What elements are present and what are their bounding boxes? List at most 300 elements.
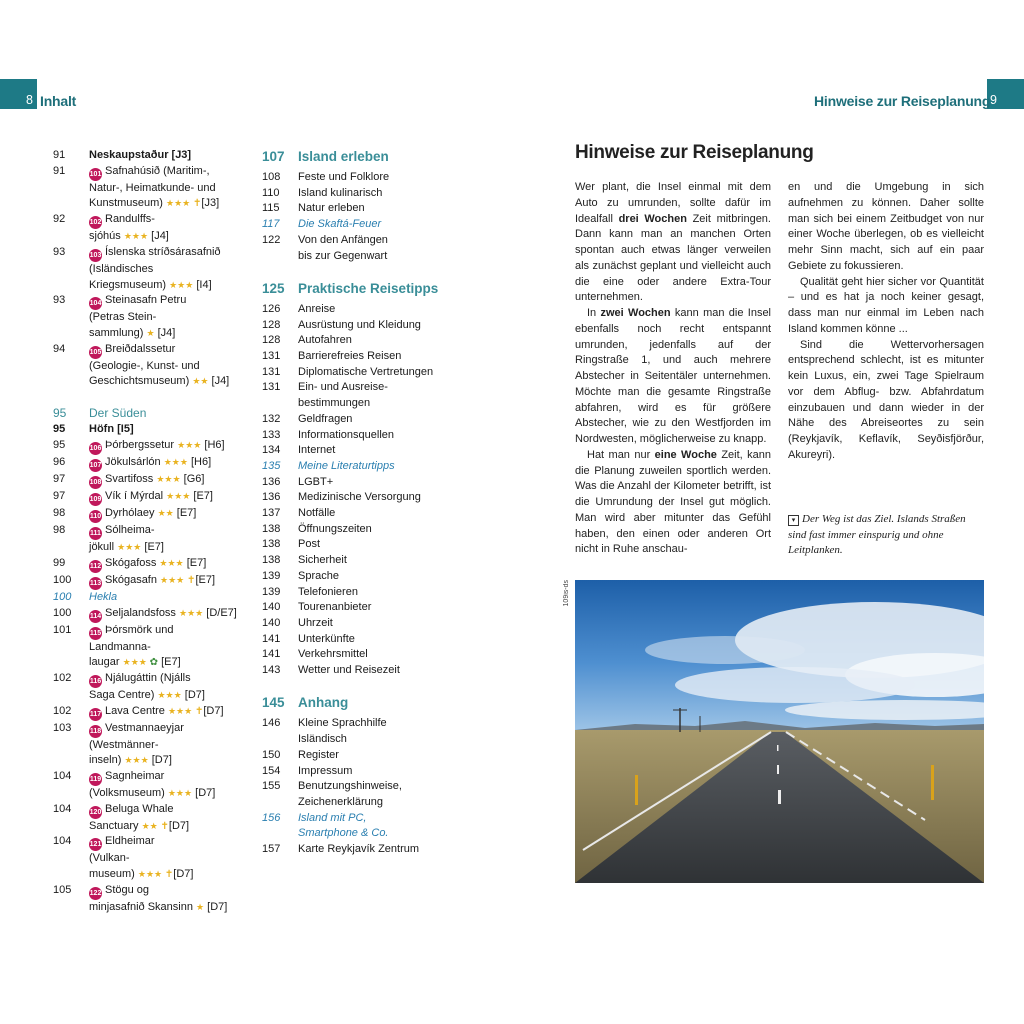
toc-page-number: 141: [262, 648, 281, 661]
toc-entry: [262, 569, 462, 585]
toc-text: Þórbergssetur: [105, 439, 178, 452]
toc-page-number: 102: [53, 671, 72, 684]
paragraph-text: Zeit mitbringen. Dann kann man an manchen Orten spontan auch etwas länger verweilen als zunächst geplant und vielleicht auch die eine oder andere Extra-Tour unternehmen.: [575, 212, 771, 304]
toc-entry: [53, 704, 243, 721]
toc-entry: [262, 217, 462, 233]
sight-number-badge: 108: [89, 476, 102, 489]
photo-caption: [788, 512, 984, 559]
paragraph-text: In: [587, 307, 601, 319]
toc-entry-text: [89, 278, 243, 294]
toc-page-number: 154: [262, 764, 281, 777]
toc-text: Svartifoss: [105, 473, 157, 486]
toc-entry: [262, 380, 462, 396]
toc-text: Hekla: [89, 590, 118, 603]
toc-entry: [262, 365, 462, 381]
toc-entry: [53, 455, 243, 472]
toc-entry-text: [89, 900, 243, 916]
toc-entry-text: [298, 365, 462, 381]
toc-page-number: 128: [262, 334, 281, 347]
toc-page-number: [262, 249, 298, 265]
toc-text: Kriegsmuseum): [89, 278, 170, 291]
toc-page-number: [53, 229, 89, 245]
rating-stars: ★★★: [167, 788, 193, 799]
toc-entry-text: [298, 795, 462, 811]
toc-text: Natur-, Heimatkunde- und: [89, 181, 216, 194]
toc-entry-text: [89, 883, 243, 900]
toc-text: [G6]: [180, 473, 205, 486]
toc-entry-text: [89, 164, 243, 181]
toc-text: (Isländisches: [89, 262, 154, 275]
toc-page-number: 125: [262, 280, 285, 296]
toc-entry: [262, 318, 462, 334]
sight-number-badge: 109: [89, 493, 102, 506]
toc-entry: [53, 523, 243, 540]
toc-entry: [53, 506, 243, 523]
toc-text: [D7]: [168, 819, 190, 832]
toc-entry-text: [89, 245, 243, 262]
toc-entry-text: [298, 443, 462, 459]
toc-text: Telefonieren: [298, 585, 358, 598]
rating-stars: ★★★: [157, 689, 182, 700]
toc-spacer: [262, 679, 462, 695]
toc-entry: [53, 688, 243, 704]
toc-text: [E7]: [141, 541, 164, 554]
road-photo: [575, 580, 984, 883]
sight-number-badge: 107: [89, 459, 102, 472]
toc-entry: [53, 406, 243, 423]
toc-text: [E7]: [158, 656, 181, 669]
toc-text: Steinasafn Petru: [105, 294, 187, 307]
toc-entry-text: [298, 600, 462, 616]
sight-number-badge: 106: [89, 442, 102, 455]
body-paragraph: [575, 306, 771, 448]
paragraph-text: Hat man nur: [587, 448, 655, 461]
toc-text: museum): [89, 868, 138, 881]
body-paragraph: [788, 275, 984, 338]
sight-number-badge: 121: [89, 838, 102, 851]
toc-entry-text: [89, 472, 243, 489]
toc-entry: [262, 764, 462, 780]
toc-page-number: 102: [53, 704, 72, 717]
toc-entry: [262, 233, 462, 249]
toc-text: [E7]: [190, 490, 213, 503]
toc-page-number: 92: [53, 213, 66, 226]
toc-entry: [53, 786, 243, 802]
toc-entry: [262, 349, 462, 365]
right-running-head: Hinweise zur Reiseplanung: [814, 93, 991, 109]
toc-text: Saga Centre): [89, 688, 158, 701]
toc-entry: [53, 293, 243, 310]
toc-page-number: 115: [262, 202, 280, 215]
child-friendly-icon: ✝: [184, 574, 196, 586]
toc-spacer: [53, 390, 243, 406]
toc-text: Unterkünfte: [298, 632, 355, 645]
rating-stars: ★★★: [179, 607, 204, 618]
toc-page-number: 157: [262, 843, 281, 856]
toc-page-number: 95: [53, 405, 67, 420]
toc-page-number: 135: [262, 459, 281, 472]
rating-stars: ★★★: [156, 474, 181, 485]
toc-entry-text: [89, 359, 243, 375]
paragraph-text: Wer plant, die Insel einmal mit dem Auto zu umrunden, sollte dafür im Idealfall: [575, 181, 771, 225]
toc-entry: [262, 779, 462, 795]
toc-text: [J4]: [154, 326, 176, 339]
body-paragraph: [575, 448, 771, 558]
toc-text: Barrierefreies Reisen: [298, 350, 402, 363]
toc-page-number: [53, 640, 89, 656]
toc-entry: [53, 640, 243, 656]
toc-entry-text: [298, 826, 462, 842]
toc-page-number: 100: [53, 606, 72, 619]
photo-credit: 109is-ds: [563, 580, 570, 607]
toc-entry: [53, 540, 243, 556]
toc-page-number: 105: [53, 883, 72, 896]
toc-entry-text: [89, 262, 243, 278]
toc-page-number: 107: [262, 149, 285, 164]
toc-entry-text: [298, 764, 462, 780]
toc-page-number: [53, 900, 89, 916]
toc-page-number: 137: [262, 507, 281, 520]
toc-page-number: [53, 786, 89, 802]
emphasis-text: drei Wochen: [618, 212, 687, 225]
toc-text: [H6]: [187, 456, 212, 469]
rating-stars: ★★★: [166, 198, 191, 209]
right-page-number: 9: [990, 93, 997, 107]
toc-entry-text: [89, 196, 243, 212]
emphasis-text: zwei Wochen: [600, 307, 671, 319]
paragraph-text: Zeit, kann die Planung zuweilen sportlich werden. Was die Anzahl der Kilometer betrifft, ist die Umrundung der Insel gut möglich. Man wird aber mitunter das Gefühl haben, den einen oder anderen Ort nicht in Ruhe anschau-: [575, 448, 771, 556]
toc-page-number: 103: [53, 721, 72, 734]
toc-text: Skógafoss: [105, 556, 160, 569]
toc-text: Sagnheimar: [105, 770, 165, 783]
rating-stars: ★★★: [137, 869, 163, 880]
toc-page-number: 98: [53, 507, 66, 520]
toc-entry-text: [298, 349, 462, 365]
toc-text: sammlung): [89, 326, 147, 339]
toc-entry-text: [298, 490, 462, 506]
toc-entry: [53, 164, 243, 181]
toc-page-number: [53, 738, 89, 754]
toc-entry: [53, 229, 243, 245]
sight-number-badge: 110: [89, 510, 102, 523]
toc-text: Island erleben: [298, 149, 389, 164]
toc-page-number: 126: [262, 302, 281, 315]
toc-page-number: 134: [262, 444, 281, 457]
emphasis-text: eine Woche: [654, 448, 717, 461]
caption-text: Der Weg ist das Ziel. Islands Straßen sind fast immer einspurig und ohne Leitplanken.: [788, 513, 966, 557]
toc-entry: [262, 600, 462, 616]
toc-text: Lava Centre: [105, 704, 168, 717]
toc-entry: [262, 186, 462, 202]
toc-text: Randulffs-: [105, 213, 155, 226]
toc-text: Kleine Sprachhilfe: [298, 717, 387, 730]
toc-text: Verkehrsmittel: [298, 648, 368, 661]
toc-page-number: 131: [262, 381, 281, 394]
rating-stars: ★★: [157, 508, 174, 519]
toc-entry: [53, 769, 243, 786]
toc-text: [J4]: [148, 230, 169, 243]
toc-text: [D/E7]: [203, 606, 237, 619]
toc-entry: [53, 867, 243, 883]
toc-text: Sicherheit: [298, 554, 347, 567]
toc-text: Von den Anfängen: [298, 233, 388, 246]
toc-entry: [262, 585, 462, 601]
toc-text: Öffnungszeiten: [298, 522, 372, 535]
toc-entry: [262, 795, 462, 811]
toc-text: Eldheimar: [105, 835, 155, 848]
toc-text: Sprache: [298, 569, 339, 582]
toc-page-number: 117: [262, 218, 280, 231]
toc-entry-text: [89, 590, 243, 606]
toc-text: Island kulinarisch: [298, 186, 383, 199]
toc-text: bestimmungen: [298, 397, 371, 410]
toc-page-number: 132: [262, 412, 281, 425]
toc-page-number: 155: [262, 780, 281, 793]
rating-stars: ★★: [192, 376, 209, 387]
toc-entry: [53, 606, 243, 623]
toc-text: Anreise: [298, 302, 336, 315]
toc-entry: [53, 374, 243, 390]
toc-text: jökull: [89, 541, 118, 554]
toc-page-number: 96: [53, 456, 66, 469]
toc-page-number: [53, 753, 89, 769]
toc-text: [D7]: [148, 754, 172, 767]
toc-page-number: 97: [53, 473, 66, 486]
toc-page-number: 150: [262, 748, 281, 761]
toc-entry-text: [89, 455, 243, 472]
toc-page-number: 100: [53, 573, 72, 586]
toc-entry-text: [298, 280, 462, 299]
sight-number-badge: 102: [89, 216, 102, 229]
toc-page-number: [53, 688, 89, 704]
toc-page-number: 101: [53, 623, 72, 636]
toc-entry: [53, 489, 243, 506]
toc-entry-text: [89, 229, 243, 245]
toc-entry-text: [298, 694, 462, 713]
child-friendly-icon: ✝: [192, 705, 204, 717]
toc-entry: [262, 647, 462, 663]
toc-section-heading: [262, 148, 462, 167]
toc-entry-text: [298, 148, 462, 167]
toc-page-number: 93: [53, 245, 66, 258]
toc-text: Impressum: [298, 764, 353, 777]
rating-stars: ★: [146, 327, 155, 338]
toc-entry: [262, 475, 462, 491]
toc-text: Post: [298, 538, 321, 551]
toc-text: Höfn [I5]: [89, 423, 134, 436]
toc-page-number: 131: [262, 365, 281, 378]
sight-number-badge: 117: [89, 708, 102, 721]
toc-page-number: 145: [262, 695, 285, 711]
sight-number-badge: 112: [89, 560, 102, 573]
toc-entry-text: [89, 819, 243, 835]
toc-entry: [262, 537, 462, 553]
toc-text: (Westmänner-: [89, 738, 159, 751]
toc-text: Natur erleben: [298, 202, 365, 215]
toc-entry-text: [89, 422, 243, 438]
toc-section-heading: [262, 280, 462, 299]
toc-page-number: [53, 540, 89, 556]
toc-text: Ausrüstung und Kleidung: [298, 318, 421, 331]
toc-entry: [262, 412, 462, 428]
toc-text: laugar: [89, 656, 123, 669]
rating-stars: ★★★: [160, 574, 185, 585]
toc-entry-text: [89, 293, 243, 310]
toc-page-number: 128: [262, 318, 281, 331]
sight-number-badge: 118: [89, 725, 102, 738]
sight-number-badge: 103: [89, 249, 102, 262]
toc-entry: [262, 663, 462, 679]
toc-page-number: [53, 262, 89, 278]
toc-text: Notfälle: [298, 507, 336, 520]
toc-entry-text: [298, 318, 462, 334]
toc-entry: [53, 262, 243, 278]
toc-page-number: 140: [262, 616, 281, 629]
toc-page-number: 91: [53, 164, 66, 177]
toc-entry-text: [298, 553, 462, 569]
rating-stars: ★★: [141, 820, 158, 831]
paragraph-text: kann man die Insel ebenfalls noch recht entspannt umrunden, jedenfalls auf der Ringstraße 1, und auch mehrere Abstecher in Seitentäler unternehmen. Möchte man die gesamte Ringstraße abfahren, wird es für größere Abstecher, wie zu den Westfjorden im Nordwesten, möglicherweise zu knapp.: [575, 307, 771, 445]
toc-entry-text: [298, 716, 462, 732]
toc-text: inseln): [89, 754, 125, 767]
toc-page-number: 104: [53, 835, 72, 848]
toc-text: Sanctuary: [89, 819, 142, 832]
toc-page-number: 97: [53, 490, 66, 503]
toc-text: Njálugáttin (Njálls: [105, 671, 191, 684]
toc-text: Dyrhólaey: [105, 507, 158, 520]
toc-text: [D7]: [204, 900, 228, 913]
toc-page-number: 99: [53, 556, 66, 569]
toc-entry: [262, 553, 462, 569]
sight-number-badge: 105: [89, 346, 102, 359]
toc-entry-text: [298, 569, 462, 585]
toc-text: Informationsquellen: [298, 428, 395, 441]
toc-entry: [53, 900, 243, 916]
toc-entry-text: [89, 406, 243, 423]
toc-entry: [53, 573, 243, 590]
toc-entry-text: [89, 606, 243, 623]
toc-text: (Geologie-, Kunst- und: [89, 359, 200, 372]
toc-entry-text: [89, 540, 243, 556]
toc-entry-text: [298, 779, 462, 795]
toc-entry-text: [298, 475, 462, 491]
toc-page-number: [53, 374, 89, 390]
rating-stars: ★: [196, 901, 205, 912]
toc-entry: [53, 819, 243, 835]
toc-page-number: [53, 867, 89, 883]
toc-page-number: 139: [262, 569, 281, 582]
toc-text: [H6]: [201, 439, 225, 452]
toc-text: Medizinische Versorgung: [298, 491, 421, 504]
toc-text: [D7]: [203, 704, 224, 717]
toc-entry-text: [298, 217, 462, 233]
toc-entry-text: [298, 170, 462, 186]
toc-text: [E7]: [183, 556, 207, 569]
rating-stars: ★★★: [122, 657, 147, 668]
toc-entry: [262, 616, 462, 632]
caption-arrow-icon: ▾: [788, 515, 799, 526]
toc-entry-text: [298, 537, 462, 553]
toc-page-number: 136: [262, 475, 281, 488]
page-title: Hinweise zur Reiseplanung: [575, 142, 814, 163]
toc-text: [I4]: [193, 278, 212, 291]
toc-entry: [262, 716, 462, 732]
toc-entry: [53, 738, 243, 754]
sight-number-badge: 111: [89, 527, 102, 540]
toc-entry: [262, 826, 462, 842]
toc-page-number: 156: [262, 811, 281, 824]
toc-entry-text: [298, 842, 462, 858]
toc-page-number: 138: [262, 554, 281, 567]
toc-entry-text: [89, 640, 243, 656]
toc-entry-text: [89, 623, 243, 640]
rating-stars: ★★★: [124, 755, 149, 766]
toc-text: [D7]: [192, 787, 216, 800]
toc-text: Geldfragen: [298, 412, 353, 425]
toc-entry-text: [89, 374, 243, 390]
toc-text: Meine Literaturtipps: [298, 459, 395, 472]
toc-text: Skógasafn: [105, 573, 161, 586]
toc-page-number: 100: [53, 590, 72, 603]
toc-entry-text: [89, 438, 243, 455]
toc-page-number: 91: [53, 149, 66, 161]
toc-entry: [53, 590, 243, 606]
toc-page-number: [53, 278, 89, 294]
toc-text: Smartphone & Co.: [298, 827, 389, 840]
toc-text: Uhrzeit: [298, 616, 333, 629]
left-page-number: 8: [26, 93, 33, 107]
toc-entry-text: [298, 616, 462, 632]
toc-entry: [53, 148, 243, 164]
toc-text: [J4]: [208, 375, 230, 388]
toc-entry-text: [298, 302, 462, 318]
toc-text: Der Süden: [89, 405, 147, 420]
toc-text: Tourenanbieter: [298, 601, 372, 614]
toc-entry-text: [89, 704, 243, 721]
toc-text: Íslenska stríðsárasafnið: [105, 245, 221, 258]
toc-page-number: [53, 181, 89, 197]
toc-entry: [53, 623, 243, 640]
toc-entry-text: [89, 769, 243, 786]
toc-entry-text: [298, 663, 462, 679]
toc-entry-text: [298, 811, 462, 827]
toc-text: Benutzungshinweise,: [298, 780, 402, 793]
toc-page-number: 143: [262, 664, 281, 677]
toc-entry-text: [89, 342, 243, 359]
body-paragraph: [788, 180, 984, 275]
toc-entry-text: [89, 148, 243, 164]
sight-number-badge: 113: [89, 577, 102, 590]
toc-text: Breiðdalssetur: [105, 342, 176, 355]
toc-text: [J3]: [201, 197, 220, 210]
sight-number-badge: 120: [89, 806, 102, 819]
toc-entry-text: [298, 732, 462, 748]
toc-entry-text: [298, 333, 462, 349]
toc-text: Sólheima-: [105, 524, 155, 537]
toc-page-number: 95: [53, 439, 66, 452]
toc-entry: [262, 428, 462, 444]
toc-text: Register: [298, 748, 339, 761]
toc-text: Die Skaftá-Feuer: [298, 218, 382, 231]
toc-entry: [53, 278, 243, 294]
toc-entry-text: [89, 688, 243, 704]
body-column-1: [575, 180, 771, 558]
sight-number-badge: 122: [89, 887, 102, 900]
toc-entry: [262, 396, 462, 412]
toc-page-number: [53, 196, 89, 212]
toc-entry-text: [89, 786, 243, 802]
rating-stars: ★★★: [163, 457, 188, 468]
